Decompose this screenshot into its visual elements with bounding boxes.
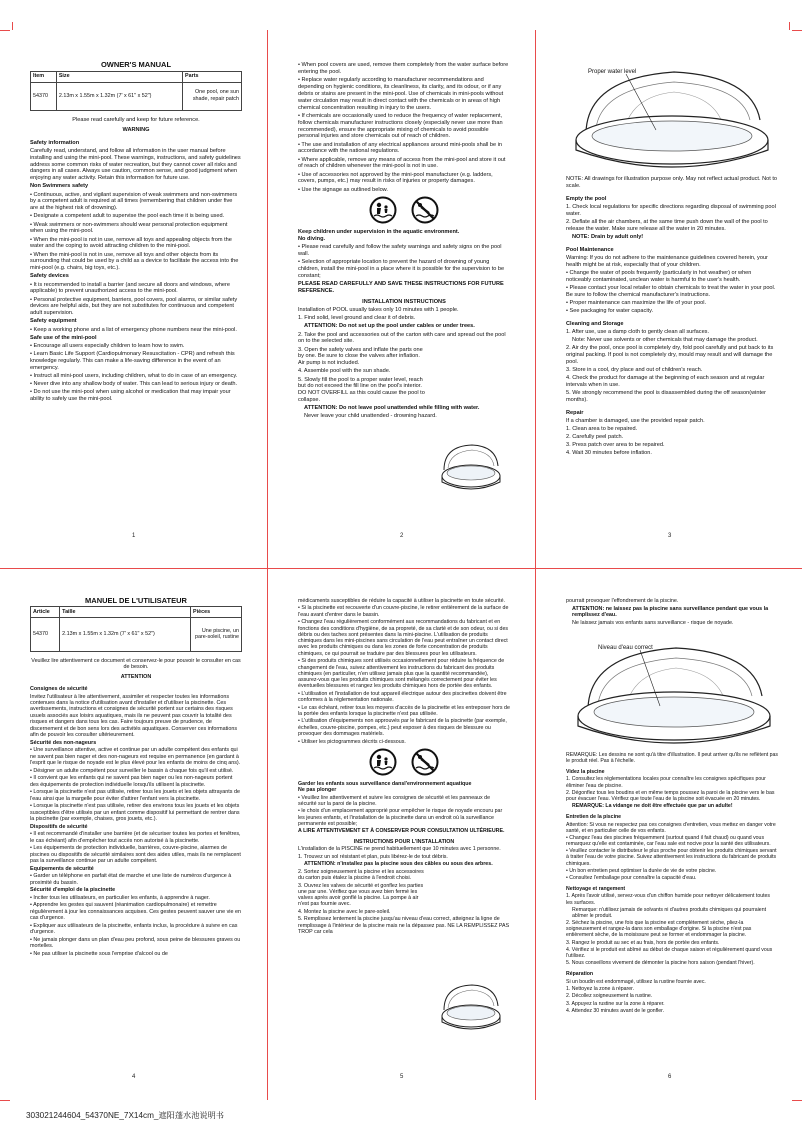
list-item: • Proper maintenance can maximize the life of your pool. xyxy=(566,299,707,306)
step: 4. Assemble pool with the sun shade. xyxy=(298,368,391,375)
section-heading: Safety equipment xyxy=(30,318,77,325)
fold-line-middle xyxy=(0,568,802,569)
list-item: • Un bon entretien peut optimiser la durée de vie de votre piscine. xyxy=(566,867,717,874)
step: 4. Attendez 30 minutes avant de le gonfler. xyxy=(566,1007,665,1014)
paragraph: If a chamber is damaged, use the provided repair patch. xyxy=(566,418,705,425)
step: 4. Check the product for damage at the beginning of each season and at regular intervals when in use. xyxy=(566,375,765,389)
page-number: 4 xyxy=(132,1074,136,1080)
list-item: • Never dive into any shallow body of water. This can lead to serious injury or death. xyxy=(30,380,238,387)
step: 4. Wait 30 minutes before inflation. xyxy=(566,450,652,457)
manual-title: MANUEL DE L'UTILISATEUR xyxy=(85,598,187,605)
paragraph: Si un boudin est endommagé, utilisez la rustine fournie avec. xyxy=(566,978,706,985)
list-item: • Utiliser les pictogrammes décrits ci-dessous. xyxy=(298,738,406,745)
section-heading: Consignes de sécurité xyxy=(30,686,88,693)
list-item: • Instruct all mini-pool users, including children, what to do in case of an emergency. xyxy=(30,372,238,379)
step: 3. Press patch over area to be repaired. xyxy=(566,442,665,449)
list-item: • Expliquer aux utilisateurs de la piscinette, enfants inclus, la procédure à suivre en cas d'urgence. xyxy=(30,922,238,936)
list-item: • Replace water regularly according to manufacturer recommendations and depending on hygienic conditions, its cleanliness, its clarity, and its odour, or if any debris or stains are present in the mini-pool. Use of chemicals in mini-pools without water circulation may result in direct contact with the chemicals or in areas of high chemical concentration resulting in injury to the users. xyxy=(298,77,504,111)
table-header-item: Article xyxy=(31,607,60,617)
list-item: • le choix d'un emplacement approprié pour empêcher le risque de noyade encouru par les jeunes enfants, et l'installation de la piscinette dans un endroit où la surveillance permanente est possible; xyxy=(298,808,503,827)
trim-mark xyxy=(0,1100,10,1101)
fold-line-right xyxy=(535,30,536,1100)
step: 3. Ouvrez les valves de sécurité et gonflez les parties une par une. Vérifiez que vous avez bien fermé les valves après avoir gonflé la piscine. La pompe à air n'est pas fournie avec. xyxy=(298,882,424,908)
list-item: • The use and installation of any electrical appliances around mini-pools shall be in accordance with the national regulations. xyxy=(298,141,502,155)
step-note: Remarque: n'utilisez jamais de solvants ni d'autres produits chimiques qui pourraient abîmer le produit. xyxy=(572,906,767,919)
panel-en-1 xyxy=(30,62,242,532)
list-item: • Apprendre les gestes qui sauvent (réanimation cardiopulmonaire) et remettre régulièrement à jour les connaissances acquises. Ces gestes peuvent sauver une vie en cas d'urgence. xyxy=(30,902,241,922)
safety-signs xyxy=(298,748,510,776)
list-item: • Les équipements de protection individuelle, barrières, couvre-piscine, alarmes de piscines ou dispositifs de sécurité similaires sont des aides utiles, mais ils ne remplacent pas la surveillance continue par un adulte compétent. xyxy=(30,845,241,865)
list-item: • When the mini-pool is not in use, remove all toys and other objects from its surrounding that could be used by a child as a device to facilitate the access into the mini-pool (e.g. chairs, big toys, etc.). xyxy=(30,251,239,272)
section-heading: Réparation xyxy=(566,971,594,978)
step: 1. Clean area to be repaired. xyxy=(566,426,638,433)
paragraph: Invitez l'utilisateur à lire attentivement, assimiler et respecter toutes les informations contenues dans la notice d'utilisation avant d'installer et d'utiliser la piscinette. Ces avertissements, instructions et consignes de sécurité portent sur certains des risques usuels associés aux loisirs aquatiques, mais ils ne peuvent pas couvrir la totalité des risques et dangers dans tous les cas. Faire toujours preuve de prudence, de discernement et de bon sens lors des activités aquatiques. Conserver ces informations afin de pouvoir les consulter ultérieurement. xyxy=(30,693,238,739)
pool-illustration xyxy=(438,980,504,1032)
list-item: • Please contact your local retailer to obtain chemicals to treat the water in your pool. Be sure to follow the chemical manufacturer's instructions. xyxy=(566,284,776,298)
list-item: • Consultez l'emballage pour connaître la capacité d'eau. xyxy=(566,875,697,882)
step: 1. Trouvez un sol résistant et plan, puis libérez-le de tout débris. xyxy=(298,853,448,860)
list-item: • Ne jamais plonger dans un plan d'eau peu profond, sous peine de blessures graves ou mortelles. xyxy=(30,936,241,950)
section-heading: Equipements de sécurité xyxy=(30,865,94,872)
list-item: • Do not use the mini-pool when using alcohol or medication that may impair your ability to safely use the mini-pool. xyxy=(30,388,231,402)
keep-children-note: Garder les enfants sous surveillance dansl'environnement aquatique xyxy=(298,780,472,787)
list-item: • Weak swimmers or non-swimmers should wear personal protection equipment when using the mini-pool. xyxy=(30,221,228,235)
no-diving-icon xyxy=(411,196,439,224)
list-item: • Learn Basic Life Support (Cardiopulmonary Resuscitation - CPR) and refresh this knowledge regularly. This can make a life-saving difference in the event of an emergency. xyxy=(30,350,235,371)
list-item: • Une surveillance attentive, active et continue par un adulte compétent des enfants qui ne savent pas bien nager et des non-nageurs est requise en permanence (en gardant à l'esprit que le risque de noyade est le plus élevé pour les enfants de moins de cinq ans). xyxy=(30,747,241,767)
section-heading: Repair xyxy=(566,410,584,416)
supervise-children-icon xyxy=(369,196,397,224)
list-item: • Selection of appropriate location to prevent the hazard of drowning of young children, install the mini-pool in a place where it is possible for the supervision to be constant; xyxy=(298,259,505,280)
step: 2. Dégonflez tous les boudins et en même temps poussez la paroi de la piscine vers le bas pour évacuer l'eau. Vérifiez que toute l'eau de la piscine soit évacuée en 20 minutes. xyxy=(566,789,775,802)
step: 3. Rangez le produit au sec et au frais, hors de portée des enfants. xyxy=(566,939,720,946)
step: 4. Montez la piscine avec le pare-soleil. xyxy=(298,908,391,915)
list-item: • Garder un téléphone en parfait état de marche et une liste de numéros d'urgence à proximité du bassin. xyxy=(30,873,232,886)
section-heading: Safe use of the mini-pool xyxy=(30,334,97,341)
table-header-size: Size xyxy=(56,71,182,82)
step-attention: ATTENTION: n'installez pas la piscine sous des câbles ou sous des arbres. xyxy=(304,861,493,868)
step-note: Note: Never use solvents or other chemicals that may damage the product. xyxy=(572,337,758,344)
section-heading: Safety devices xyxy=(30,273,69,280)
pool-illustration xyxy=(438,440,504,492)
list-item: • Please read carefully and follow the safety warnings and safety signs on the pool wall. xyxy=(298,244,502,258)
water-level-label: Niveau d'eau correct xyxy=(598,645,653,651)
supervise-children-icon xyxy=(369,748,397,776)
list-item: médicaments susceptibles de réduire la capacité à utiliser la piscinette en toute sécurité. xyxy=(298,598,505,604)
step: 1. After use, use a damp cloth to gently clean all surfaces. xyxy=(566,329,710,335)
step: 2. Deflate all the air chambers, at the same time push down the wall of the pool to release the water. Make sure release all the water in 20 minutes. xyxy=(566,218,768,232)
list-item: • Si des produits chimiques sont utilisés occasionnellement pour réduire la fréquence de changement de l'eau, suivez attentivement les instructions du fabricant des produits chimiques (en particulier, n'en utilisez jamais plus que la quantité recommandée), assurez-vous que les produits chimiques sont mélangés correctement pour éviter les éventuelles blessures et rangez les produits chimiques hors de portée des enfants. xyxy=(298,658,505,690)
trim-mark xyxy=(0,30,10,31)
section-heading: Sécurité des non-nageurs xyxy=(30,739,97,746)
page-number: 1 xyxy=(132,533,136,539)
step: 1. Consultez les réglementations locales pour connaître les consignes spécifiques pour éliminer l'eau de piscine. xyxy=(566,776,766,789)
list-item: • Lorsque la piscinette n'est pas utilisée, retirer des environs tous les jouets et les objets susceptibles d'être utilisés par un enfant comme dispositif lui permettant de rentrer dans la piscinette (par exemple, chaises, gros jouets, etc.). xyxy=(30,803,240,823)
table-cell: 2.13m x 1.55m x 1.32m (7' x 61" x 52") xyxy=(60,617,191,651)
parts-table xyxy=(30,71,242,111)
step-warning: Never leave your child unattended - drowning hazard. xyxy=(304,413,437,420)
page-number: 2 xyxy=(400,533,404,539)
list-item: • Si la piscinette est recouverte d'un couvre-piscine, le retirer entièrement de la surface de l'eau avant d'entrer dans le bassin. xyxy=(298,605,509,618)
list-item: • Where applicable, remove any means of access from the mini-pool and store it out of reach of children whenever the mini-pool is not in use. xyxy=(298,156,506,170)
trim-mark xyxy=(792,30,802,31)
step: 2. Carefully peel patch. xyxy=(566,434,624,441)
section-heading: Safety information xyxy=(30,139,80,146)
section-heading: Entretien de la piscine xyxy=(566,814,622,821)
list-item: • See packaging for water capacity. xyxy=(566,308,654,314)
step: 1. Après l'avoir utilisé, servez-vous d'un chiffon humide pour nettoyer délicatement toutes les surfaces. xyxy=(566,893,771,906)
step: pourrait provoquer l'effondrement de la piscine. xyxy=(566,598,679,604)
table-cell: 54370 xyxy=(31,617,60,651)
water-level-label: Proper water level xyxy=(588,69,637,75)
table-cell: 54370 xyxy=(31,82,57,110)
section-heading: Sécurité d'emploi de la piscinette xyxy=(30,887,116,894)
step: 2. Sortez soigneusement la piscine et les accessoires du carton puis étalez la piscine à l'endroit choisi. xyxy=(298,868,424,882)
table-cell: 2.13m x 1.55m x 1.32m (7' x 61" x 52") xyxy=(56,82,182,110)
list-item: • When the mini-pool is not in use, remove all toys and appealing objects from the water and the coping to avoid attracting children to the mini-pool. xyxy=(30,236,232,250)
manual-title: OWNER'S MANUAL xyxy=(100,62,172,69)
list-item: • Inciter tous les utilisateurs, en particulier les enfants, à apprendre à nager. xyxy=(30,894,210,901)
list-item: • Il est recommandé d'installer une barrière (et de sécuriser toutes les portes et fenêtres, le cas échéant) afin d'empêcher tout accès non autorisé à la piscinette. xyxy=(30,831,241,844)
parts-table xyxy=(30,606,242,651)
paragraph: Attention: Si vous ne respectez pas ces consignes d'entretien, vous mettez en danger votre santé, et en particulier celle de vos enfants. xyxy=(566,821,776,834)
list-item: • If chemicals are occasionally used to reduce the frequency of water replacement, follow chemicals manufacturer instructions closely (especially never use more than recommended), ensure the appropriate mixing of chemicals to avoid possible personal injuries and store chemicals out of reach of children. xyxy=(298,112,503,140)
step: 1. Nettoyez la zone à réparer. xyxy=(566,986,635,992)
paragraph: Warning: If you do not adhere to the maintenance guidelines covered herein, your health might be at risk, especially that of your children. xyxy=(566,254,768,268)
list-item: • Personal protective equipment, barriers, pool covers, pool alarms, or similar safety devices are helpful aids, but they are not substitutes for continuous and competent adult supervision. xyxy=(30,296,238,317)
section-heading: Nettoyage et rangement xyxy=(566,886,626,893)
table-header-parts: Pièces xyxy=(191,607,242,617)
page-number: 6 xyxy=(668,1074,672,1080)
list-item: • L'utilisation d'équipements non approuvés par le fabricant de la piscinette (par exemple, échelles, couvre-piscine, pompes, etc.) peut exposer à des risques de blessure ou provoquer des dommages matériels. xyxy=(298,718,507,738)
section-heading: Empty the pool xyxy=(566,195,607,202)
panel-fr-4 xyxy=(30,598,242,1068)
installation-title: INSTRUCTIONS POUR L'INSTALLATION xyxy=(353,838,455,845)
save-instructions-note: PLEASE READ CAREFULLY AND SAVE THESE INSTRUCTIONS FOR FUTURE REFERENCE. xyxy=(298,281,504,295)
step: 5. Nous conseillons vivement de démonter la piscine hors saison (pendant l'hiver). xyxy=(566,960,755,967)
table-header-parts: Parts xyxy=(183,71,242,82)
step: 2. Décollez soigneusement la rustine. xyxy=(566,993,653,1000)
step: 3. Open the safety valves and inflate the parts one by one. Be sure to close the valves after inflation. Air pump is not included. xyxy=(298,346,423,367)
step: 5. Slowly fill the pool to a proper water level, reach but do not exceed the fill line on the pool's interior. DO NOT OVERFILL as this could cause the pool to collapse. xyxy=(298,376,425,404)
list-item: • Changez l'eau régulièrement conformément aux recommandations du fabricant et en fonctions des conditions d'hygiène, de sa propreté, de sa clarté et de son odeur, ou si des débris ou des taches sont présentes dans la mini-piscine. L'utilisation de produits chimiques dans les mini-piscines sans circulation de l'eau peut entraîner un contact direct avec les produits chimiques ou dans les zones de forte concentration de produits chimiques, ce qui pourrait se traduire par des blessures pour les utilisateurs. xyxy=(298,619,509,657)
list-item: • Désigner un adulte compétent pour surveiller le bassin à chaque fois qu'il est utilisé. xyxy=(30,767,234,774)
pool-water-level-illustration xyxy=(568,636,778,748)
step-note: NOTE: Drain by adult only! xyxy=(572,233,644,240)
no-diving-icon xyxy=(411,748,439,776)
pool-water-level-illustration xyxy=(566,62,776,172)
list-item: • When pool covers are used, remove them completely from the water surface before entering the pool. xyxy=(298,62,509,75)
step: 3. Appuyez la rustine sur la zone à réparer. xyxy=(566,1000,665,1007)
list-item: • Keep a working phone and a list of emergency phone numbers near the mini-pool. xyxy=(30,326,237,333)
list-item: • Le cas échéant, retirer tous les moyens d'accès de la piscinette et les entreposer hors de la portée des enfants lorsque la piscinette n'est pas utilisée. xyxy=(298,704,510,717)
list-item: • L'utilisation et l'installation de tout appareil électrique autour des piscinettes doivent être conformes à la réglementation nationale. xyxy=(298,690,507,704)
table-header-item: Item xyxy=(31,71,57,82)
list-item: • Ne pas utiliser la piscinette sous l'emprise d'alcool ou de xyxy=(30,950,168,957)
page-number: 5 xyxy=(400,1074,404,1080)
list-item: • Lorsque la piscinette n'est pas utilisée, retirer tous les jouets et les objets attrayants de l'eau ainsi que la margelle pour éviter d'attirer l'enfant vers la piscinette. xyxy=(30,789,240,802)
illustration-note: NOTE: All drawings for illustration purpose only. May not reflect actual product. Not to scale. xyxy=(566,176,777,189)
list-item: • Continuous, active, and vigilant supervision of weak swimmers and non-swimmers by a competent adult is required at all times (remembering that children under five are at the highest risk of drowning). xyxy=(30,191,238,212)
list-item: • Il convient que les enfants qui ne savent pas bien nager ou les non-nageurs portent des équipements de protection individuelle lorsqu'ils utilisent la piscinette. xyxy=(30,775,233,788)
keep-note: Please read carefully and keep for future reference. xyxy=(72,116,200,123)
step-attention: ATTENTION: ne laissez pas la piscine sans surveillance pendant que vous la remplissez d'eau. xyxy=(572,605,769,618)
section-heading: Videz la piscine xyxy=(566,769,605,776)
step: 5. We strongly recommend the pool is disassembled during the off season(winter months). xyxy=(566,390,767,404)
step: 1. Find solid, level ground and clear it of debris. xyxy=(298,315,416,322)
trim-mark xyxy=(789,22,790,30)
list-item: • Change the water of pools frequently (particularly in hot weather) or when noticeably contaminated, unclean water is harmful to the user's health. xyxy=(566,269,752,283)
fold-line-left xyxy=(267,30,268,1100)
step: 3. Store in a cool, dry place and out of children's reach. xyxy=(566,367,703,374)
paragraph: Carefully read, understand, and follow all information in the user manual before installing and using the mini-pool. These warnings, instructions, and safety guidelines address some common risks of water recreation, but they cannot cover all risks and dangers in all cases. Always use caution, common sense, and good judgment when enjoying any water activity. Retain this information for future use. xyxy=(30,147,241,182)
step-attention: ATTENTION: Do not set up the pool under cables or under trees. xyxy=(304,323,475,330)
table-cell: Une piscine, un pare-soleil, rustine xyxy=(191,617,242,651)
illustration-note: REMARQUE: Les dessins ne sont qu'à titre d'illustration. Il peut arriver qu'ils ne reflètent pas le produit réel. Pas à l'échelle. xyxy=(566,752,778,765)
step: 5. Remplissez lentement la piscine jusqu'au niveau d'eau correct, atteignez la ligne de remplissage à l'intérieur de la piscine mais ne la dépassez pas. NE LA REMPLISSEZ PAS TROP car cela xyxy=(298,916,510,935)
no-diving-note: No diving. xyxy=(298,236,326,243)
trim-mark xyxy=(12,22,13,30)
table-cell: One pool, one sun shade, repair patch xyxy=(183,82,242,110)
file-name-footer: 303021244604_54370NE_7X14cm_遮阳蓬水池说明书 xyxy=(26,1111,224,1120)
warning-heading: WARNING xyxy=(122,126,150,133)
attention-heading: ATTENTION xyxy=(120,673,152,680)
list-item: • Changez l'eau des piscines fréquemment (surtout quand il fait chaud) ou quand vous remarquez qu'elle est contaminée, car l'eau sale est nocive pour la santé des utilisateurs. xyxy=(566,834,771,848)
step: 4. Vérifiez si le produit est abîmé au début de chaque saison et régulièrement quand vous l'utilisez. xyxy=(566,946,773,960)
list-item: • It is recommended to install a barrier (and secure all doors and windows, where applicable) to prevent unauthorized access to the mini-pool. xyxy=(30,281,231,295)
list-item: • Use the signage as outlined below. xyxy=(298,186,388,193)
step: 2. Séchez la piscine, une fois que la piscine est complètement sèche, pliez-la soigneusement et rangez-la dans son emballage d'origine. Si la piscine n'est pas entièrement sèche, de la moisissure peut se former et endommager la piscine. xyxy=(566,920,752,939)
list-item: • Use of accessories not approved by the mini-pool manufacturer (e.g. ladders, covers, pumps, etc.) may result in risks of injuries or property damages. xyxy=(298,171,493,185)
installation-intro: Installation of POOL usually takes only 10 minutes with 1 people. xyxy=(298,307,459,314)
save-instructions-note: A LIRE ATTENTIVEMENT ET À CONSERVER POUR CONSULTATION ULTÉRIEURE. xyxy=(298,828,505,835)
keep-note: Veuillez lire attentivement ce document et conservez-le pour pouvoir le consulter en cas de besoin. xyxy=(31,657,241,671)
step: 2. Air dry the pool, once pool is completely dry, fold pool carefully and put back to its original packing. If pool is not completely dry, mould may result and will damage the pool. xyxy=(566,345,774,365)
panel-fr-6-top xyxy=(566,598,778,636)
step-attention: ATTENTION: Do not leave pool unattended while filling with water. xyxy=(304,405,480,412)
no-diving-note: Ne pas plonger xyxy=(298,787,337,794)
section-heading: Dispositifs de sécurité xyxy=(30,823,88,830)
section-heading: Non Swimmers safety xyxy=(30,183,89,190)
section-heading: Pool Maintenance xyxy=(566,246,614,253)
step-note: REMARQUE: La vidange ne doit être effectuée que par un adulte! xyxy=(572,803,733,810)
trim-mark xyxy=(792,1100,802,1101)
page-number: 3 xyxy=(668,533,672,539)
section-heading: Cleaning and Storage xyxy=(566,320,624,327)
table-header-size: Taille xyxy=(60,607,191,617)
step: 2. Take the pool and accessories out of the carton with care and spread out the pool on to the selected site. xyxy=(298,331,506,345)
list-item: • Veuillez contacter le distributeur le plus proche pour obtenir les produits chimiques servant à traiter l'eau de votre piscine. Suivez attentivement les instructions du fabricant de produits chimiques. xyxy=(566,848,777,867)
step-warning: Ne laissez jamais vos enfants sans surveillance - risque de noyade. xyxy=(572,619,734,626)
list-item: • Designate a competent adult to supervise the pool each time it is being used. xyxy=(30,213,225,220)
safety-signs xyxy=(298,196,510,224)
panel-fr-6 xyxy=(566,752,778,1068)
keep-children-note: Keep children under supervision in the aquatic environment. xyxy=(298,229,460,236)
installation-title: INSTALLATION INSTRUCTIONS xyxy=(362,299,446,306)
step: 1. Check local regulations for specific directions regarding disposal of swimming pool water. xyxy=(566,203,776,217)
list-item: • Veuillez lire attentivement et suivre les consignes de sécurité et les panneaux de sécurité sur la paroi de la piscine. xyxy=(298,794,491,807)
panel-en-3 xyxy=(566,176,778,532)
installation-intro: L'installation de la PISCINE ne prend habituellement que 10 minutes avec 1 personne. xyxy=(298,846,501,853)
list-item: • Encourage all users especially children to learn how to swim. xyxy=(30,342,185,349)
